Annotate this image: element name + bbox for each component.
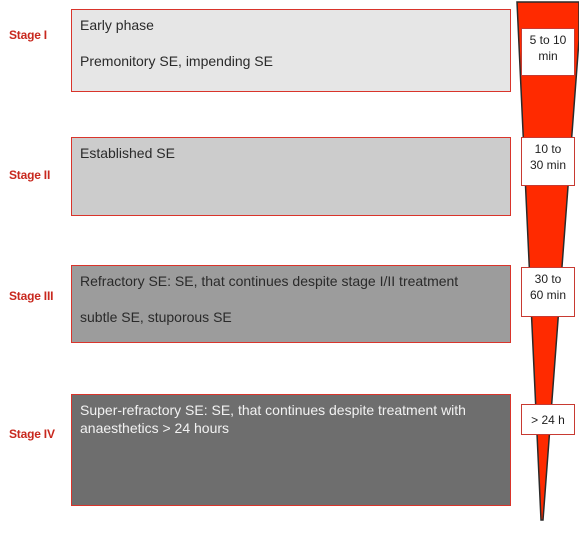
stage-2-time-line-1: 10 to	[534, 142, 562, 156]
stage-3-line-1: Refractory SE: SE, that continues despite stage I/II treatment	[80, 273, 459, 289]
stage-1-time-line-2: min	[538, 49, 558, 63]
stage-4-time-line-1: > 24 h	[531, 413, 565, 427]
stage-1-line-2: Premonitory SE, impending SE	[80, 53, 273, 69]
stage-3-time-line-1: 30 to	[534, 272, 562, 286]
stage-3-label: Stage III	[9, 289, 54, 303]
stage-2-time-box	[521, 137, 575, 186]
stage-2-box	[71, 137, 511, 216]
stage-2-time-line-2: 30 min	[529, 158, 567, 172]
stage-3-time-box	[521, 267, 575, 317]
stage-3-box	[71, 265, 511, 343]
stage-2-line-1: Established SE	[80, 145, 175, 161]
stage-1-time-box	[521, 28, 575, 76]
stage-1-time-line-1: 5 to 10	[529, 33, 567, 47]
stage-4-time-box	[521, 404, 575, 435]
stage-4-line-1: Super-refractory SE: SE, that continues despite treatment with anaesthetics > 24 hours	[80, 402, 466, 436]
time-funnel-shape	[517, 2, 579, 520]
stage-3-line-2: subtle SE, stuporous SE	[80, 309, 232, 325]
stage-4-label: Stage IV	[9, 427, 55, 441]
stage-4-box	[71, 394, 511, 506]
stage-3-time-line-2: 60 min	[529, 288, 567, 302]
stage-1-line-1: Early phase	[80, 17, 154, 33]
stage-1-box	[71, 9, 511, 92]
stage-2-label: Stage II	[9, 168, 51, 182]
stage-1-label: Stage I	[9, 28, 47, 42]
